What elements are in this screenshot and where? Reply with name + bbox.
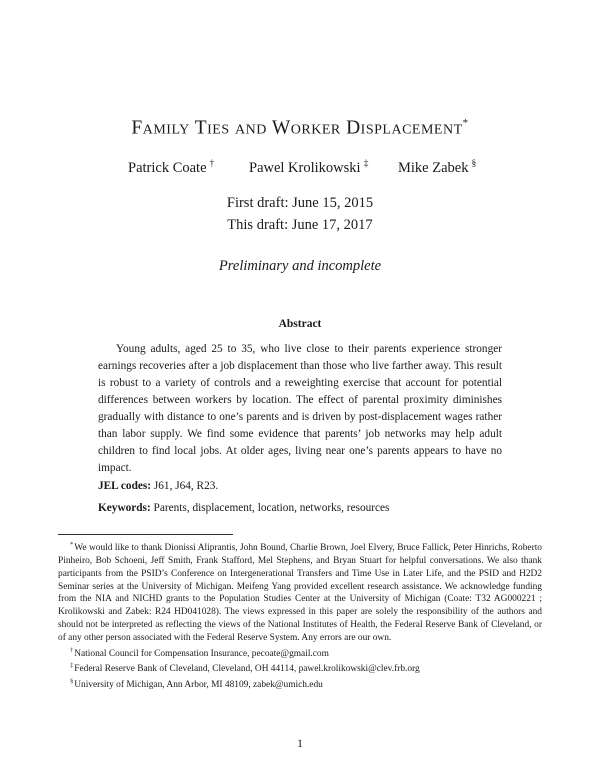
jel-values: J61, J64, R23. [153,480,219,492]
footnote-divider [58,534,233,535]
paper-status: Preliminary and incomplete [218,258,382,274]
author-zabek [398,159,476,177]
paper-title [0,117,600,140]
author-footnote-mark: § [471,159,477,169]
paper-title-text: Family Ties and Worker Displacement [131,117,463,139]
acknowledgement-text: We would like to thank Dionissi Aliprantis, John Bound, Charlie Brown, Joel Elvery, Bruce Fallick, Peter Hinrichs, Roberto Pinheiro, Bob Schoeni, Jeff Smith, Frank Stafford, Mel Stephens, and Bryan Stuart for helpful conversations. We also thank participants from the PSID’s Conference on Intergenerational Transfers and Time Use in Later Life, and the PSID and H2D2 Seminar series at the University of Michigan. Meifeng Yang provided excellent research assistance. We acknowledge funding from the NIA and NICHD grants to the Population Studies Center at the University of Michigan (Coate: T32 AG000221 ; Krolikowski and Zabek: R24 HD041028). The views expressed in this paper are solely the responsibility of the authors and should not be interpreted as reflecting the views of the National Institutes of Health, the Federal Reserve Bank of Cleveland, or of any other person associated with the Federal Reserve System. Any errors are our own. [58,543,542,643]
keywords-values: Parents, displacement, location, networks, resources [153,502,390,514]
keywords-label: Keywords: [98,502,151,514]
author-footnote-mark: ‡ [363,159,369,169]
footnote-mark: † [70,646,74,654]
jel-label: JEL codes: [98,480,152,492]
keywords [98,502,502,514]
affiliation-footnote-zabek [58,676,542,692]
abstract-heading: Abstract [278,318,322,330]
this-draft-date: This draft: June 17, 2017 [227,217,373,233]
affiliation-footnote-krolikowski [58,660,542,676]
affiliation-footnote-coate [58,645,542,661]
author-name: Pawel Krolikowski [249,159,361,176]
affiliation-text: University of Michigan, Ann Arbor, MI 48109, zabek@umich.edu [74,680,323,691]
footnote-mark: § [70,678,74,686]
acknowledgement-footnote [58,539,542,645]
affiliation-text: National Council for Compensation Insurance, pecoate@gmail.com [74,648,329,659]
author-krolikowski [249,159,368,177]
author-name: Mike Zabek [398,159,469,176]
footnote-mark: ‡ [70,662,74,670]
jel-codes [98,480,502,492]
page-number: 1 [297,736,303,750]
affiliation-text: Federal Reserve Bank of Cleveland, Cleveland, OH 44114, pawel.krolikowski@clev.frb.org [74,664,420,675]
author-name: Patrick Coate [128,159,207,176]
abstract-text: Young adults, aged 25 to 35, who live close to their parents experience stronger earnings recoveries after a job displacement than those who live farther away. This result is robust to a variety of controls and a reweighting exercise that account for potential differences between workers by location. The effect of parental proximity diminishes gradually with distance to one’s parents and is driven by post-displacement wages rather than labor supply. We find some evidence that parents’ job networks may help adult children to find local jobs. At older ages, living near one’s parents appears to have no impact. [98,343,502,474]
footnote-mark: * [70,541,74,548]
author-coate [128,159,214,177]
author-footnote-mark: † [209,159,215,169]
title-footnote-mark: * [462,117,469,129]
first-draft-date: First draft: June 15, 2015 [226,195,374,211]
footnotes [58,539,542,692]
author-list [0,159,600,181]
